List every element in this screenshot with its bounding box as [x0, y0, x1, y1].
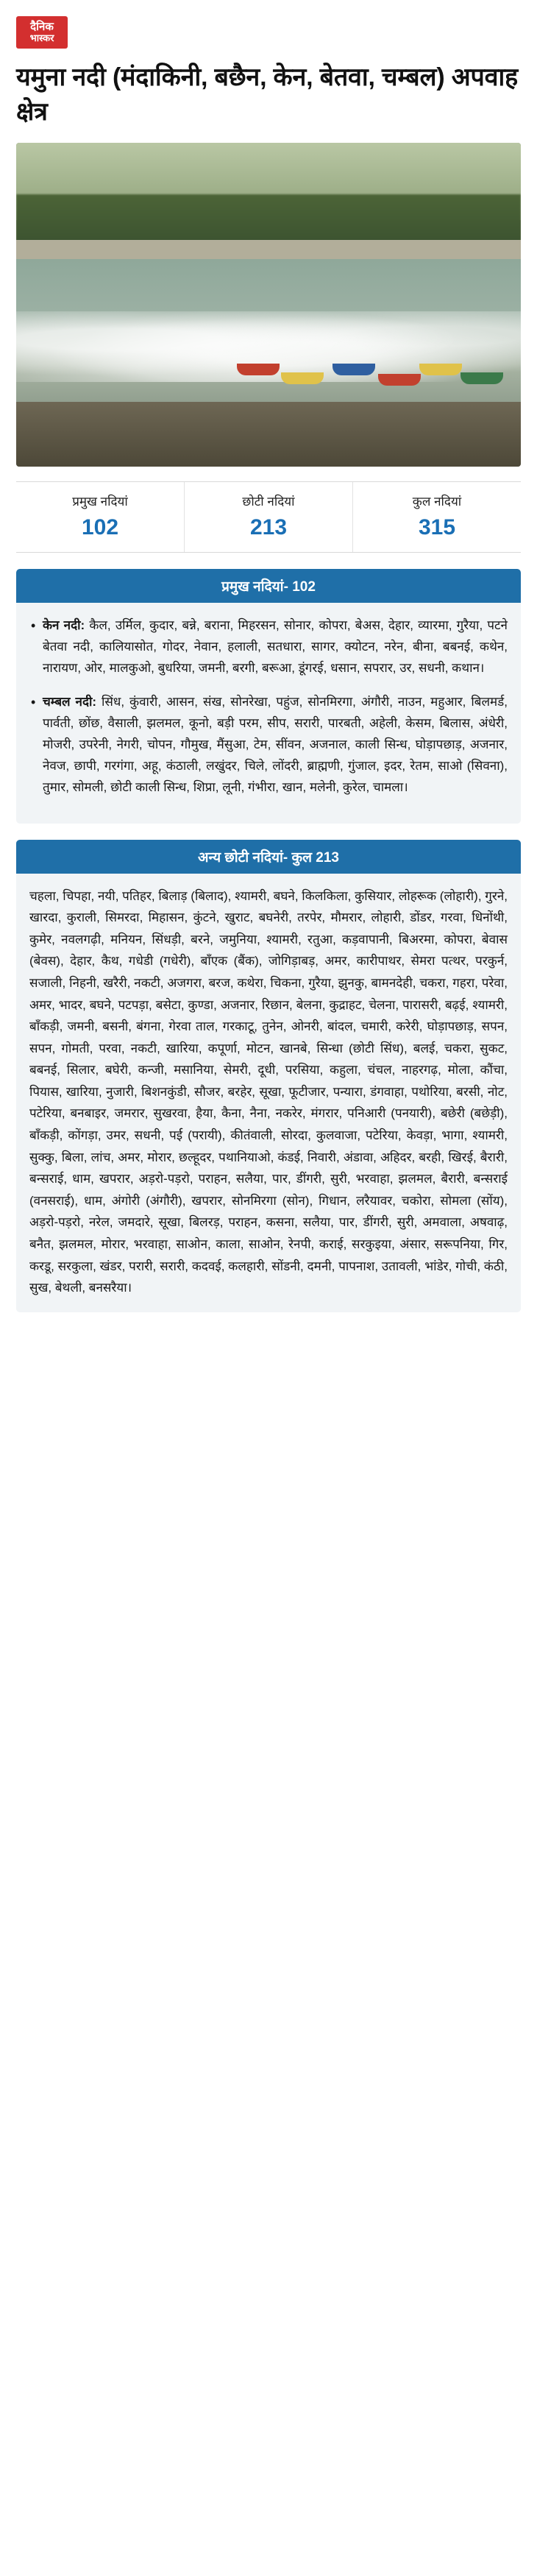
stat-value: 213	[249, 514, 288, 539]
hero-near-bank	[16, 402, 521, 467]
boat-icon	[419, 364, 462, 375]
page-title: यमुना नदी (मंदाकिनी, बछैन, केन, बेतवा, चम्बल) अपवाह क्षेत्र	[16, 63, 518, 126]
minor-rivers-heading: अन्य छोटी नदियां- कुल 213	[16, 840, 521, 874]
boat-icon	[237, 364, 280, 375]
minor-rivers-text: चहला, चिपहा, नयी, पतिहर, बिलाड़ (बिलाद), श्यामरी, बघने, किलकिला, कुसियार, लोहरूक (लोहारी), गुरने, खारदा, कुराली, सिमरदा, मिहासन, कुंटने, खुराट, बघनेरी, तरपेर, मौमरार, लोहारी, डोंडर, गरवा, धिनोंथी, कुमेर, नवलगढ़ी, मनियन, सिंधड़ी, बरने, जमुनिया, श्यामरी, रतुआ, कड़वापानी, बिअरमा, कोपरा, बेवास (बेवस), देहार, कैथ, गधेडी (गधेरी), बॉंएक (बैंक), जोगिड़ाबड़, अमर, कारीपाथर, सेमरा पत्थर, परकुर्न, सजाली, निहनी, खरैरी, नकटी, अजगरा, बरज, कथेरा, चिकना, गुरैया, झुनकु, बामनदेही, चकरा, गहरा, परेवा, अमर, भादर, बघने, पटपड़ा, बसेटा, कुण्डा, अजनार, रिछान, बेलना, कुद्राहट, चेलना, पारासरी, बढ़ई, श्यामरी, बॉंकड़ी, जमनी, बसनी, बंगना, गेरवा ताल, गरकाटू, तुनेन, ओनरी, बांदल, चमारी, करेरी, घोड़ापछाड़, सपन, सपन, गोमती, परवा, नकटी, खारिया, कपूर्णा, मोटन, खानबे, सिन्धा (छोटी सिंध), बलई, चकरा, सुकट, बबनई, सिलार, बघेरी, कन्जी, मसानिया, सेमरी, दूधी, परसिया, कहुला, चंचल, नाहरगढ़, मोला, कौंचा, पियास, खारिया, नुजारी, बिशनकुंडी, सौजर, बरहेर, सूखा, फूटीजार, पन्यारा, डंगवाहा, पथोरिया, बरसी, नोट, पटेरिया, बनबाइर, जमरार, सुखरवा, हैया, कैना, नैना, नकरेर, मंगरार, पनिआरी (पनयारी), बछेरी (बछेड़ी), बॉंकड़ी, कोंगड़ा, उमर, सधनी, पर्ई (परायी), कीतंवाली, सोरदा, कुलवाजा, पटेरिया, केवड़ा, भागा, श्यामरी, सुक्कु, बिला, लांच, अमर, मोरार, छल्हूदर, पथानियाओ, कंडई, निवारी, अंडावा, अहिदर, बरही, खिरई, बैरारी, बन्सराई, धाम, खपरार, अड़रो-पड़रो, पराहन, सलैया, पार, डींगरी, सुरी, भरवाहा, झलमल, बैरारी, बन्सराई (वनसराई), धाम, अंगोरी (अंगौरी), खपरार, सोनमिरगा (सोन), गिधान, लरैयावर, चकोरा, सोमला (सोंय), अड़रो-पड़रो, नरेल, जमदारे, सूखा, बिलरड़, पराहन, कसना, सलैया, पार, डींगरी, सुरी, अमवाला, अषवाढ़, बनैत, झलमल, मोरार, भरवाहा, साओन, काला, साओन, रेनपी, कराई, सरकुइया, अंसार, सरूपनिया, गिर, करडू, सरकुला, खंडर, परारी, सरारी, कदवई, कलहारी, सोंडनी, दमनी, पापनाश, उतावली, भांडेर, गोची, कंठी, सुख, बेथली, बनसरैया।	[29, 888, 508, 1295]
stat-value: 102	[81, 514, 119, 539]
stat-value: 315	[418, 514, 456, 539]
boat-icon	[332, 364, 375, 375]
list-item	[29, 615, 508, 679]
hero-treeline	[16, 194, 521, 246]
boat-icon	[460, 372, 503, 384]
major-rivers-list	[29, 615, 508, 799]
major-rivers-heading: प्रमुख नदियां- 102	[16, 569, 521, 603]
logo-line-2: भास्कर	[29, 32, 54, 44]
stat-minor-rivers	[184, 482, 352, 552]
stat-label: प्रमुख नदियां	[72, 494, 128, 509]
dainik-bhaskar-logo	[16, 16, 68, 49]
minor-rivers-card	[16, 840, 521, 1312]
river-group-name: केन नदी:	[43, 618, 85, 632]
logo-line-1: दैनिक	[30, 21, 54, 34]
list-item	[29, 691, 508, 799]
boat-icon	[378, 374, 421, 386]
stat-label: छोटी नदियां	[242, 494, 295, 509]
stat-label: कुल नदियां	[412, 494, 462, 509]
stat-total-rivers	[352, 482, 521, 552]
major-rivers-body	[16, 603, 521, 799]
hero-image	[16, 143, 521, 467]
brand-row	[16, 13, 521, 56]
river-group-text: कैल, उर्मिल, कुदार, बन्ने, बराना, मिहरसन, सोनार, कोपरा, बेअस, देहार, व्यारमा, गुरैया, पटने बेतवा नदी, कालियासोत, गोदर, नेवान, हलाली, सतधारा, सागर, क्योटन, नरेन, बीना, बबनई, कथेन, नारायण, ओर, मालकुओ, बुधरिया, जमनी, बरगी, बरूआ, डूंगरई, धसान, सपरार, उर, सधनी, कथान।	[43, 618, 508, 676]
boat-icon	[281, 372, 324, 384]
river-group-name: चम्बल नदी:	[43, 694, 97, 709]
stats-bar	[16, 481, 521, 553]
river-group-text: सिंध, कुंवारी, आसन, संख, सोनरेखा, पहुंज, सोनमिरगा, अंगौरी, नाउन, महुआर, बिलमर्ड, पार्वती, छोंछ, वैसाली, झलमल, कूनो, बड़ी परम, सीप, सरारी, पारबती, अहेली, केसम, बिलास, अंधेरी, मोजरी, उपरेनी, नेगरी, चोपन, गौमुख, मैंसुआ, टेम, सींवन, अजनाल, काली सिन्ध, घोड़ापछाड़, अजनार, नेवज, छापी, गरगंगा, अहू, कंठाली, लखुंदर, चिले, लोंदरी, ब्राह्मणी, गुंजाल, इदर, रेतम, साओ (सिवना), तुमार, सोमली, छोटी काली सिन्ध, शिप्रा, लूनी, गंभीरा, खान, मलेनी, कुरेल, चामला।	[43, 694, 508, 795]
stat-major-rivers	[16, 482, 184, 552]
major-rivers-card	[16, 569, 521, 824]
